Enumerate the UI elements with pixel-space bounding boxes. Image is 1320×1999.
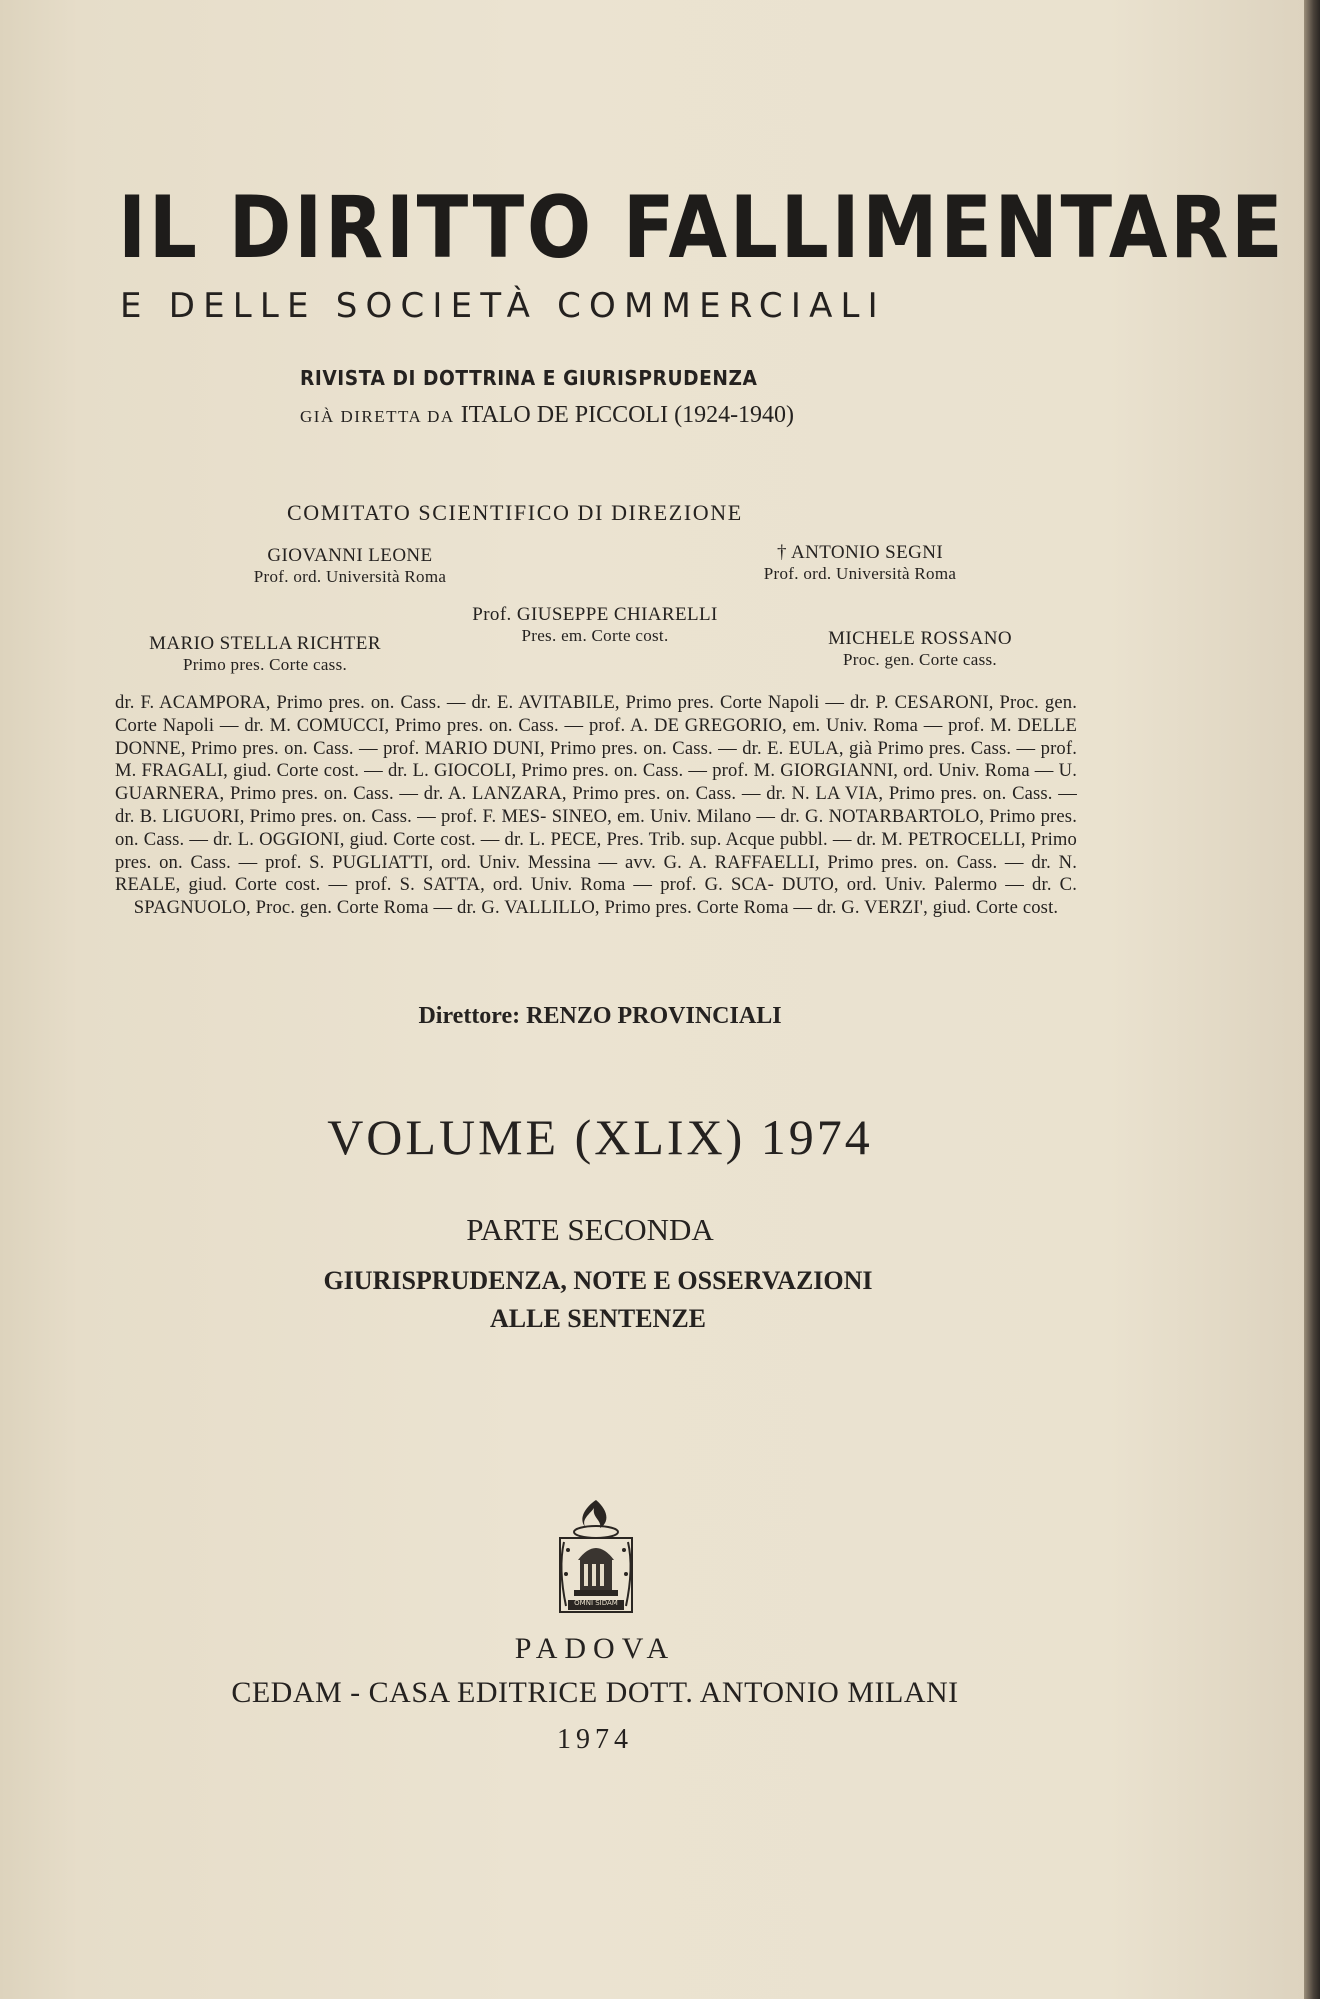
member-role: Pres. em. Corte cost. <box>521 626 669 645</box>
director-line <box>0 1003 1200 1030</box>
volume-description <box>0 1262 1196 1338</box>
member-role: Proc. gen. Corte cass. <box>843 650 997 669</box>
committee-others-line: SINEO, em. Univ. Milano — dr. G. NOTARBARTOLO, Primo pres. on. Cass. — dr. L. OGGIONI, <box>115 805 1077 850</box>
volume-part: PARTE SECONDA <box>466 1212 714 1247</box>
committee-others-line: pres. on. Cass. — prof. S. PUGLIATTI, ord. Univ. Messina — avv. G. A. RAFFAELLI, Primo pres. <box>115 851 926 873</box>
publisher-name: CEDAM - CASA EDITRICE DOTT. ANTONIO MILANI <box>231 1676 959 1709</box>
founder-name: ITALO DE PICCOLI (1924-1940) <box>460 402 795 428</box>
committee-others-line: dr. N. LA VIA, Primo pres. on. Cass. — dr. B. LIGUORI, Primo pres. on. Cass. — prof. F. MES- <box>115 783 1077 827</box>
committee-member <box>430 604 760 646</box>
committee-member <box>200 545 500 587</box>
publisher-city: PADOVA <box>514 1632 676 1665</box>
volume-description-line: ALLE SENTENZE <box>489 1304 707 1333</box>
journal-subtitle: E DELLE SOCIETÀ COMMERCIALI <box>120 286 886 326</box>
member-name: MICHELE ROSSANO <box>828 628 1012 649</box>
member-name: MARIO STELLA RICHTER <box>149 633 381 654</box>
member-name: GIOVANNI LEONE <box>267 545 433 566</box>
publication-year: 1974 <box>557 1724 633 1755</box>
committee-others-line: MARIO DUNI, Primo pres. on. Cass. — dr. E. EULA, già Primo pres. Cass. — prof. M. FRAGALI, <box>115 737 1077 782</box>
volume-title: VOLUME (XLIX) 1974 <box>327 1109 873 1165</box>
committee-others-line: Roma — U. GUARNERA, Primo pres. on. Cass. — dr. A. LANZARA, Primo pres. on. Cass. — <box>115 760 1077 805</box>
journal-description: RIVISTA DI DOTTRINA E GIURISPRUDENZA <box>300 366 758 390</box>
member-name: † ANTONIO SEGNI <box>776 542 944 563</box>
committee-others <box>115 692 1077 920</box>
committee-member <box>780 628 1060 670</box>
committee-others-line: giud. Corte cost. — dr. L. PECE, Pres. Trib. sup. Acque pubbl. — dr. M. PETROCELLI, Primo <box>349 828 1077 850</box>
committee-others-line: A. DE GREGORIO, em. Univ. Roma — prof. M. DELLE DONNE, Primo pres. on. Cass. — prof. <box>115 714 1077 759</box>
member-role: Prof. ord. Università Roma <box>763 564 957 583</box>
publisher-logo <box>556 1498 636 1616</box>
member-role: Primo pres. Corte cass. <box>182 655 348 674</box>
committee-heading: COMITATO SCIENTIFICO DI DIREZIONE <box>287 500 743 525</box>
committee-others-line: on. Cass. — dr. N. REALE, giud. Corte cost. — prof. S. SATTA, ord. Univ. Roma — prof. G. SCA- <box>115 851 1078 896</box>
publisher-logo-motto: OMNI SIDAM <box>574 1599 618 1607</box>
committee-member <box>700 542 1020 584</box>
book-spine-edge <box>1304 0 1320 1999</box>
committee-others-line: dr. P. CESARONI, Proc. gen. Corte Napoli — dr. M. COMUCCI, Primo pres. on. Cass. — prof. <box>115 692 1077 736</box>
committee-others-line: giud. Corte cost. — dr. L. GIOCOLI, Primo pres. on. Cass. — prof. M. GIORGIANNI, ord. Univ. <box>233 760 985 782</box>
committee-others-line: DUTO, ord. Univ. Palermo — dr. C. SPAGNUOLO, Proc. gen. Corte Roma — dr. G. VALLILLO, <box>133 874 1077 919</box>
director-label: Direttore: <box>418 1003 521 1029</box>
committee-others-line: dr. F. ACAMPORA, Primo pres. on. Cass. — dr. E. AVITABILE, Primo pres. Corte Napoli — <box>115 692 850 713</box>
member-role: Prof. ord. Università Roma <box>253 567 447 586</box>
journal-title: IL DIRITTO FALLIMENTARE <box>118 178 1286 278</box>
founder-prefix: GIÀ DIRETTA DA <box>300 407 455 426</box>
member-name: Prof. GIUSEPPE CHIARELLI <box>472 604 718 625</box>
committee-member <box>115 633 415 675</box>
founder-line <box>300 402 1000 429</box>
volume-description-line: GIURISPRUDENZA, NOTE E OSSERVAZIONI <box>323 1266 873 1295</box>
director-name: RENZO PROVINCIALI <box>526 1003 782 1029</box>
committee-others-line: Primo pres. Corte Roma — dr. G. VERZI', giud. Corte cost. <box>604 897 1059 919</box>
